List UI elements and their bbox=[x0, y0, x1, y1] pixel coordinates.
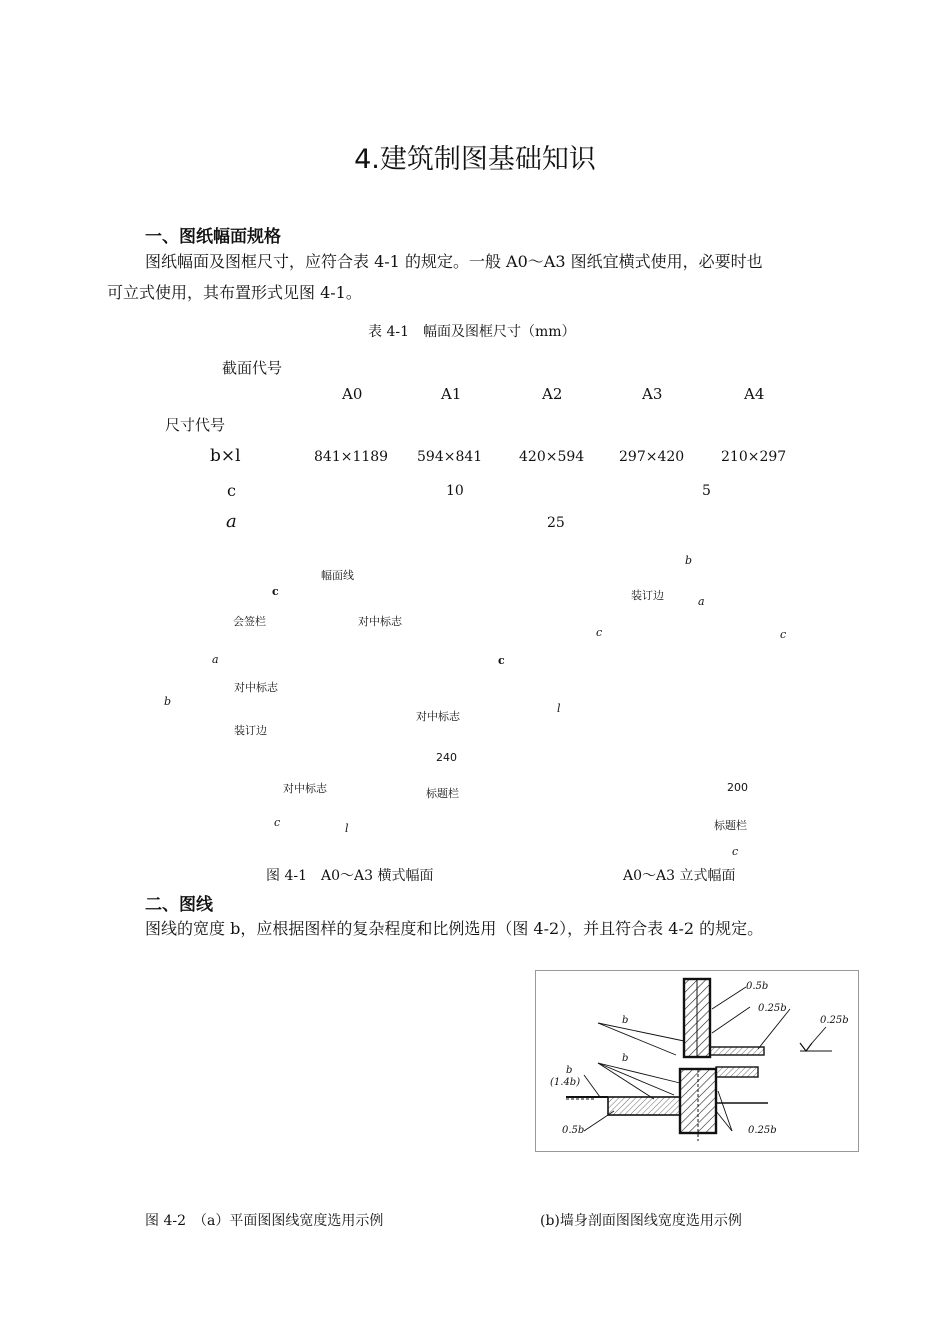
table-row-bxl-label: b×l bbox=[210, 446, 241, 466]
fig1-label-duizhong2: 对中标志 bbox=[234, 681, 278, 694]
fig1-label-zhuangdingbian1: 装订边 bbox=[234, 724, 267, 737]
table-cell-bxl-a4: 210×297 bbox=[721, 449, 787, 465]
section2-heading: 二、图线 bbox=[145, 895, 213, 915]
fig1-label-duizhong3: 对中标志 bbox=[416, 710, 460, 723]
fig1-caption-left: 图 4-1 A0～A3 横式幅面 bbox=[266, 868, 434, 884]
table-row-a-label: a bbox=[226, 511, 237, 532]
fig1-label-200: 200 bbox=[727, 781, 748, 794]
fig1-label-c-bold: c bbox=[498, 654, 505, 667]
table-col-a0: A0 bbox=[342, 385, 363, 403]
table-col-a2: A2 bbox=[542, 385, 563, 403]
fig2-label-b1: b bbox=[622, 1015, 629, 1026]
wall-section-drawing bbox=[536, 971, 858, 1151]
section1-paragraph-line1: 图纸幅面及图框尺寸，应符合表 4-1 的规定。一般 A0～A3 图纸宜横式使用，必要时也 bbox=[145, 252, 763, 271]
table-header-left: 尺寸代号 bbox=[165, 416, 226, 434]
fig1-label-duizhong1: 对中标志 bbox=[358, 615, 402, 628]
section1-paragraph-line2: 可立式使用，其布置形式见图 4-1。 bbox=[107, 283, 362, 302]
fig1-label-huiqianlan: 会签栏 bbox=[233, 615, 266, 628]
fig1-label-240: 240 bbox=[436, 751, 457, 764]
fig2-label-05b-bottom: 0.5b bbox=[562, 1125, 585, 1136]
fig2-label-05b-top: 0.5b bbox=[746, 981, 769, 992]
fig2-label-14b: (1.4b) bbox=[550, 1077, 581, 1088]
fig1-label-duizhong4: 对中标志 bbox=[283, 782, 327, 795]
fig1-caption-right: A0～A3 立式幅面 bbox=[623, 868, 736, 884]
fig1-label-c4: c bbox=[780, 628, 787, 641]
fig1-label-biaotilan1: 标题栏 bbox=[426, 787, 459, 800]
fig1-label-c1: c bbox=[272, 585, 279, 598]
fig1-label-b2: b bbox=[685, 554, 693, 567]
fig1-label-l2: l bbox=[557, 702, 561, 715]
fig1-label-biaotilan2: 标题栏 bbox=[714, 819, 747, 832]
page-title: 4.建筑制图基础知识 bbox=[354, 144, 596, 175]
fig1-label-c2: c bbox=[274, 816, 281, 829]
table-cell-c-a0-a2: 10 bbox=[446, 483, 464, 499]
table-cell-bxl-a0: 841×1189 bbox=[314, 449, 389, 465]
fig2-label-025b-bottom: 0.25b bbox=[748, 1125, 777, 1136]
fig1-label-b1: b bbox=[164, 695, 172, 708]
table-cell-bxl-a1: 594×841 bbox=[417, 449, 483, 465]
table-col-a4: A4 bbox=[744, 385, 765, 403]
fig2-caption-a: 图 4-2 （a）平面图图线宽度选用示例 bbox=[145, 1213, 384, 1229]
table-header-top: 截面代号 bbox=[222, 359, 283, 377]
fig2-label-025b-top: 0.25b bbox=[758, 1003, 787, 1014]
fig1-label-l1: l bbox=[345, 822, 349, 835]
fig1-label-c5: c bbox=[732, 845, 739, 858]
table-cell-c-a3-a4: 5 bbox=[702, 483, 711, 499]
section1-heading: 一、图纸幅面规格 bbox=[145, 227, 281, 247]
table-col-a3: A3 bbox=[642, 385, 663, 403]
fig1-label-a1: a bbox=[212, 653, 219, 666]
table-row-c-label: c bbox=[227, 481, 236, 500]
section2-paragraph: 图线的宽度 b，应根据图样的复杂程度和比例选用（图 4-2），并且符合表 4-2 的规定。 bbox=[145, 919, 764, 938]
fig1-label-zhuangdingbian2: 装订边 bbox=[631, 589, 664, 602]
fig2-caption-b: (b)墙身剖面图图线宽度选用示例 bbox=[540, 1213, 742, 1229]
fig2-label-b3: b bbox=[566, 1065, 573, 1076]
wall-section-figure bbox=[535, 970, 859, 1152]
table-caption: 表 4-1 幅面及图框尺寸（mm） bbox=[368, 324, 576, 340]
fig2-label-b2: b bbox=[622, 1053, 629, 1064]
table-col-a1: A1 bbox=[441, 385, 462, 403]
table-cell-a-value: 25 bbox=[547, 515, 565, 531]
fig1-label-a2: a bbox=[698, 595, 705, 608]
fig2-label-025b-right: 0.25b bbox=[820, 1015, 849, 1026]
table-cell-bxl-a3: 297×420 bbox=[619, 449, 685, 465]
table-cell-bxl-a2: 420×594 bbox=[519, 449, 585, 465]
fig1-label-c3: c bbox=[596, 626, 603, 639]
fig1-label-fumianxian: 幅面线 bbox=[321, 569, 354, 582]
